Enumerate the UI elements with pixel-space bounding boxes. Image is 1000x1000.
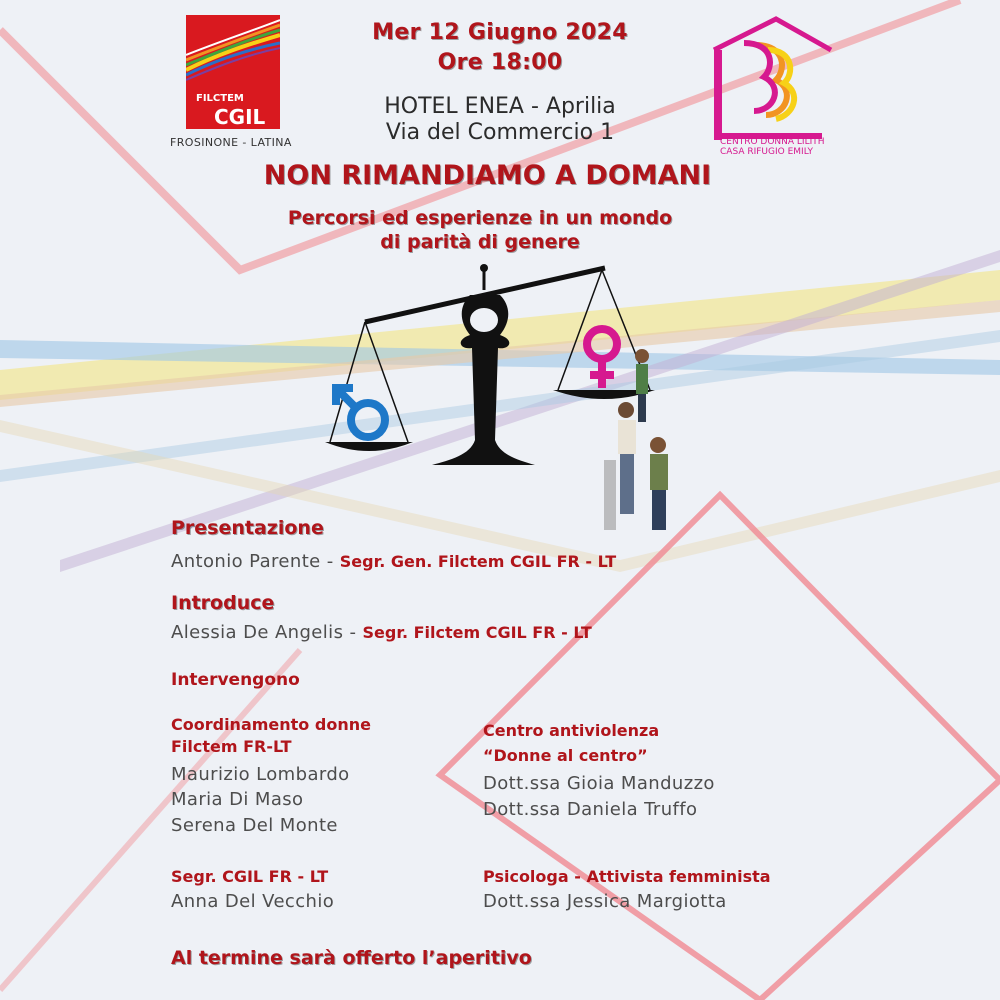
footer-note: Al termine sarà offerto l’aperitivo: [171, 947, 532, 969]
left-speaker-2: Maria Di Maso: [171, 789, 304, 810]
venue-name: HOTEL ENEA - Aprilia: [384, 94, 616, 119]
intervengono-heading: Intervengono: [171, 670, 300, 690]
event-subtitle-line1: Percorsi ed esperienze in un mondo: [287, 207, 673, 229]
introducer-role: Segr. Filctem CGIL FR - LT: [362, 623, 592, 642]
presenter-role: Segr. Gen. Filctem CGIL FR - LT: [339, 552, 617, 571]
venue-address: Via del Commercio 1: [385, 120, 615, 145]
presentazione-heading: Presentazione: [171, 517, 324, 539]
event-time: Ore 18:00: [437, 50, 563, 75]
left-group1-line2: Filctem FR-LT: [171, 737, 292, 756]
female-symbol-icon: [580, 322, 628, 392]
right-group2: Psicologa - Attivista femminista: [483, 867, 771, 886]
left-group2-speaker: Anna Del Vecchio: [171, 891, 335, 912]
lilith-logo-line2: CASA RIFUGIO EMILY: [720, 147, 814, 157]
right-group2-speaker: Dott.ssa Jessica Margiotta: [483, 891, 727, 912]
right-speaker-1: Dott.ssa Gioia Manduzzo: [483, 773, 715, 794]
filctem-logo-text: FILCTEM: [196, 93, 244, 104]
right-speaker-2: Dott.ssa Daniela Truffo: [483, 799, 698, 820]
left-group2: Segr. CGIL FR - LT: [171, 867, 329, 886]
right-group1-line1: Centro antiviolenza: [483, 721, 660, 740]
male-symbol-icon: [330, 383, 400, 445]
left-speaker-1: Maurizio Lombardo: [171, 764, 350, 785]
cgil-logo-text: CGIL: [214, 105, 266, 129]
cgil-region-label: FROSINONE - LATINA: [170, 136, 292, 149]
lilith-logo-line1: CENTRO DONNA LILITH: [720, 137, 825, 147]
introduce-line: [171, 622, 592, 643]
event-title: NON RIMANDIAMO A DOMANI: [263, 160, 712, 191]
presentazione-line: [171, 551, 616, 572]
event-date: Mer 12 Giugno 2024: [372, 20, 628, 45]
left-group1-line1: Coordinamento donne: [171, 715, 371, 734]
right-group1-line2: “Donne al centro”: [483, 746, 648, 765]
introduce-heading: Introduce: [171, 592, 275, 614]
left-speaker-3: Serena Del Monte: [171, 815, 338, 836]
presenter-name: Antonio Parente -: [171, 551, 340, 572]
introducer-name: Alessia De Angelis -: [171, 622, 363, 643]
event-subtitle-line2: di parità di genere: [380, 231, 580, 253]
